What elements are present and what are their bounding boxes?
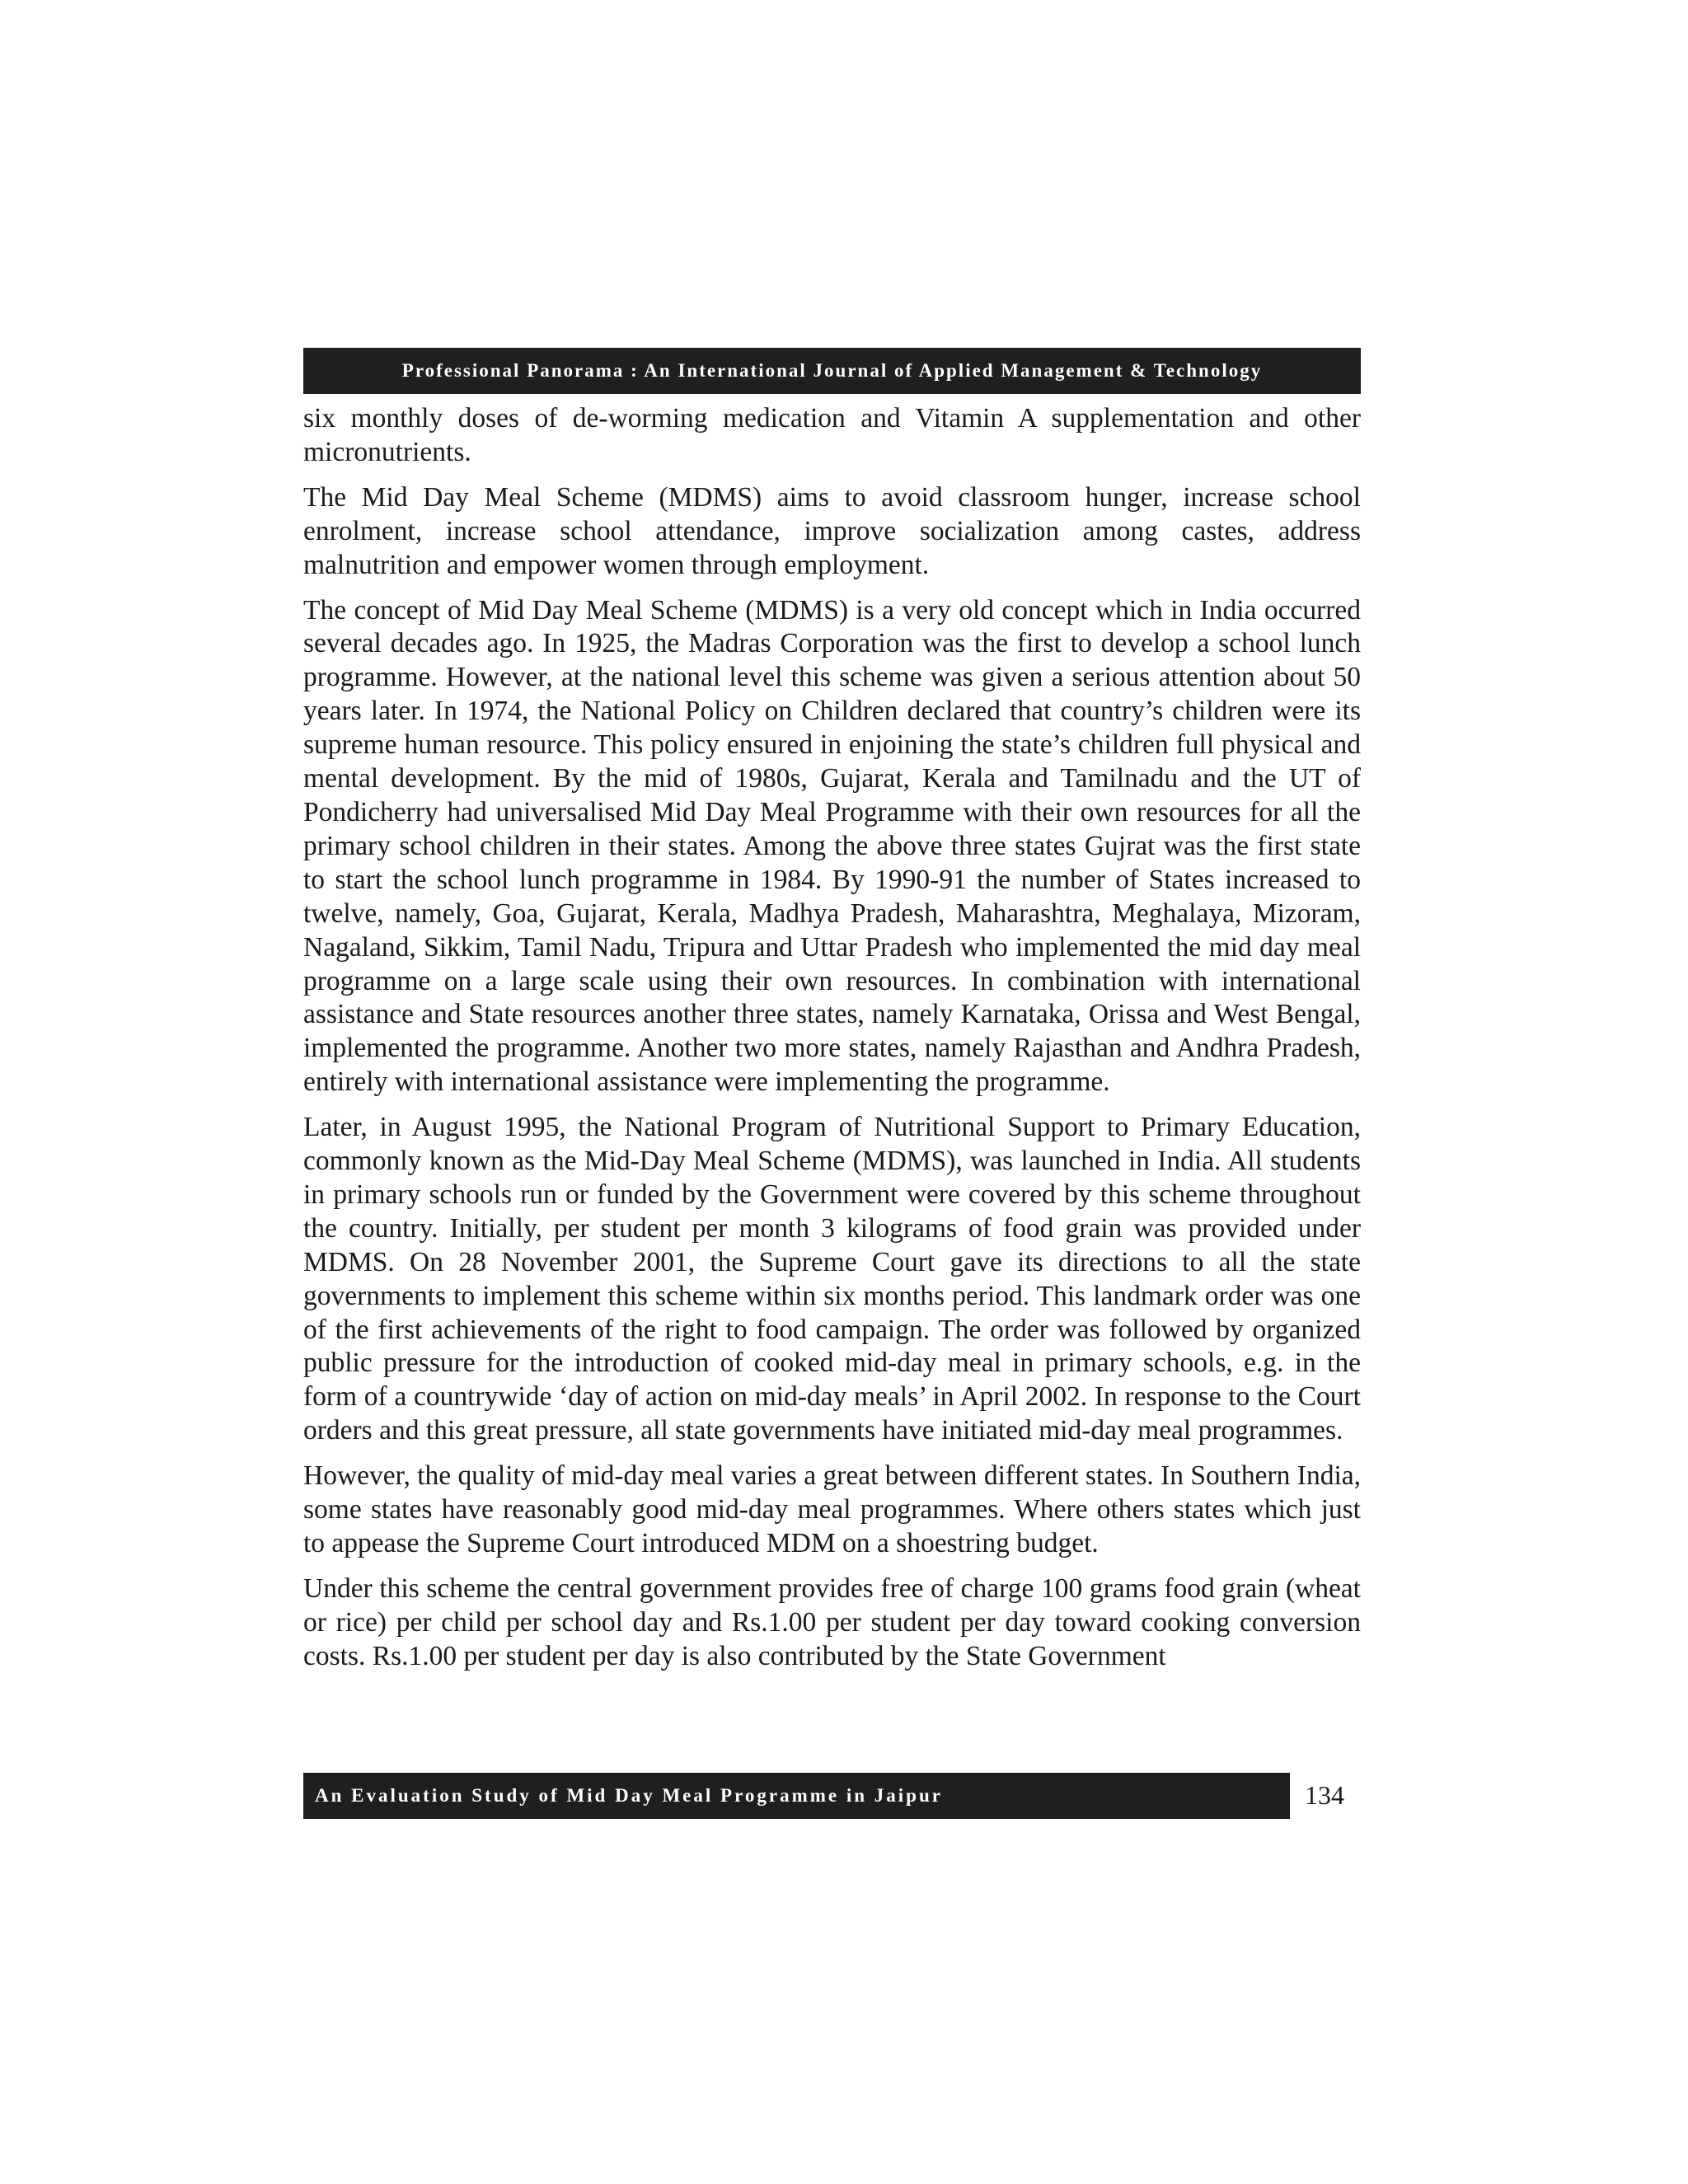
article-footer-bar	[303, 1773, 1290, 1819]
paragraph-1: six monthly doses of de-worming medication and Vitamin A supplementation and other micronutrients.	[303, 403, 1361, 467]
page-number: 134	[1305, 1780, 1344, 1810]
paragraph-5: However, the quality of mid-day meal varies a great between different states. In Southern India, some states have reasonably good mid-day meal programmes. Where others states which just to appease the Supreme Court introduced MDM on a shoestring budget.	[303, 1460, 1361, 1558]
article-body	[303, 402, 1361, 1770]
article-title: An Evaluation Study of Mid Day Meal Programme in Jaipur	[315, 1785, 943, 1806]
paragraph-6: Under this scheme the central government provides free of charge 100 grams food grain (wheat or rice) per child per school day and Rs.1.00 per student per day toward cooking conversion costs. Rs.1.00 per student per day is also contributed by the State Government	[303, 1572, 1361, 1671]
paragraph-3: The concept of Mid Day Meal Scheme (MDMS) is a very old concept which in India occurred several decades ago. In 1925, the Madras Corporation was the first to develop a school lunch programme. However, at the national level this scheme was given a serious attention about 50 years later. In 1974, the National Policy on Children declared that country’s children were its supreme human resource. This policy ensured in enjoining the state’s children full physical and mental development. By the mid of 1980s, Gujarat, Kerala and Tamilnadu and the UT of Pondicherry had universalised Mid Day Meal Programme with their own resources for all the primary school children in their states. Among the above three states Gujrat was the first state to start the school lunch programme in 1984. By 1990-91 the number of States increased to twelve, namely, Goa, Gujarat, Kerala, Madhya Pradesh, Maharashtra, Meghalaya, Mizoram, Nagaland, Sikkim, Tamil Nadu, Tripura and Uttar Pradesh who implemented the mid day meal programme on a large scale using their own resources. In combination with international assistance and State resources another three states, namely Karnataka, Orissa and West Bengal, implemented the programme. Another two more states, namely Rajasthan and Andhra Pradesh, entirely with international assistance were implementing the programme.	[303, 594, 1361, 1098]
paragraph-4: Later, in August 1995, the National Program of Nutritional Support to Primary Education, commonly known as the Mid-Day Meal Scheme (MDMS), was launched in India. All students in primary schools run or funded by the Government were covered by this scheme throughout the country. Initially, per student per month 3 kilograms of food grain was provided under MDMS. On 28 November 2001, the Supreme Court gave its directions to all the state governments to implement this scheme within six months period. This landmark order was one of the first achievements of the right to food campaign. The order was followed by organized public pressure for the introduction of cooked mid-day meal in primary schools, e.g. in the form of a countrywide ‘day of action on mid-day meals’ in April 2002. In response to the Court orders and this great pressure, all state governments have initiated mid-day meal programmes.	[303, 1112, 1361, 1446]
journal-header-bar	[303, 348, 1361, 394]
journal-title: Professional Panorama : An International Journal of Applied Management & Technology	[401, 360, 1263, 381]
paragraph-2: The Mid Day Meal Scheme (MDMS) aims to avoid classroom hunger, increase school enrolment, increase school attendance, improve socialization among castes, address malnutrition and empower women through employment.	[303, 481, 1361, 580]
